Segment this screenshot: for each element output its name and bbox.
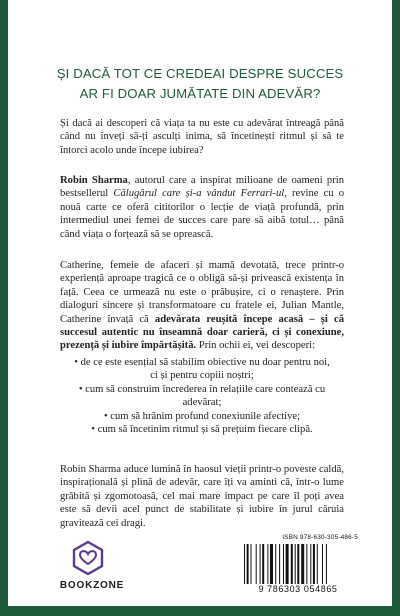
closing-paragraph: Robin Sharma aduce lumină în haosul vieții printr-o poveste caldă, inspirațională și plină de adevăr, care îți va aminti că, într-o lume grăbită și zgomotoasă, cel mai mare impact pe care îl poți avea este să devii acel punct de stabilitate și iubire în jurul căruia gravitează cei dragi. — [60, 464, 344, 529]
author-paragraph — [60, 174, 344, 241]
author-text-b: , revine cu o nouă carte ce oferă cititorilor o lecție de viață profundă, prin intermediul unei femei de succes care pare să aibă totul… până când viața o forțează să se oprească. — [60, 188, 344, 240]
barcode-bars — [244, 544, 358, 584]
isbn-label: ISBN 978-630-305-486-5 — [282, 534, 358, 541]
list-item: • cum să încetinim ritmul și să prețuim fiecare clipă. — [91, 424, 313, 436]
intro-paragraph: Și dacă ai descoperi că viața ta nu este cu adevărat întreagă până când nu înveți să-ți asculți inima, să încetinești ritmul și să te întorci acolo unde începe iubirea? — [60, 118, 344, 156]
story-bold: adevărata reușită începe acasă – și că succesul autentic nu înseamnă doar carieră, ci și conexiune, prezență și iubire împărtășită. — [60, 313, 344, 352]
book-heart-icon — [70, 540, 106, 576]
list-item: • cum să construim încrederea în relațiile care contează cu adevărat; — [78, 383, 326, 409]
headline — [44, 64, 356, 104]
story-text-a: Catherine, femeie de afaceri și mamă devotată, trece printr-o experiență aproape tragică ce o obligă să-și privească existența în față. Ceea ce urmează nu este o prăbușire, ci o renaștere. Prin dialoguri sincere și transformatoare cu fratele ei, Julian Mantle, Catherine învață că — [60, 260, 344, 325]
publisher-name: BOOKZONE — [59, 580, 125, 591]
list-item: • de ce este esențial să stabilim obiective nu doar pentru noi, — [74, 357, 330, 368]
story-text-b: Prin ochii ei, vei descoperi: — [196, 340, 316, 352]
list-item: • cum să hrănim profund conexiunile afective; — [103, 410, 301, 422]
bullet-list — [60, 356, 344, 436]
publisher-logo — [52, 540, 132, 600]
story-paragraph — [60, 259, 344, 353]
book-title: Călugărul care și-a vândut Ferrari-ul — [113, 188, 285, 200]
barcode-digits: 9 786303 054865 — [258, 584, 338, 594]
author-name: Robin Sharma — [60, 175, 128, 186]
author-text-a: , autorul care a inspirat milioane de oameni prin bestsellerul — [60, 175, 344, 200]
headline-line-2: AR FI DOAR JUMĂTATE DIN ADEVĂR? — [79, 86, 321, 101]
list-item: ci și pentru copiii noștri; — [150, 370, 254, 382]
headline-line-1: ȘI DACĂ TOT CE CREDEAI DESPRE SUCCES — [56, 66, 344, 81]
barcode — [238, 534, 358, 598]
